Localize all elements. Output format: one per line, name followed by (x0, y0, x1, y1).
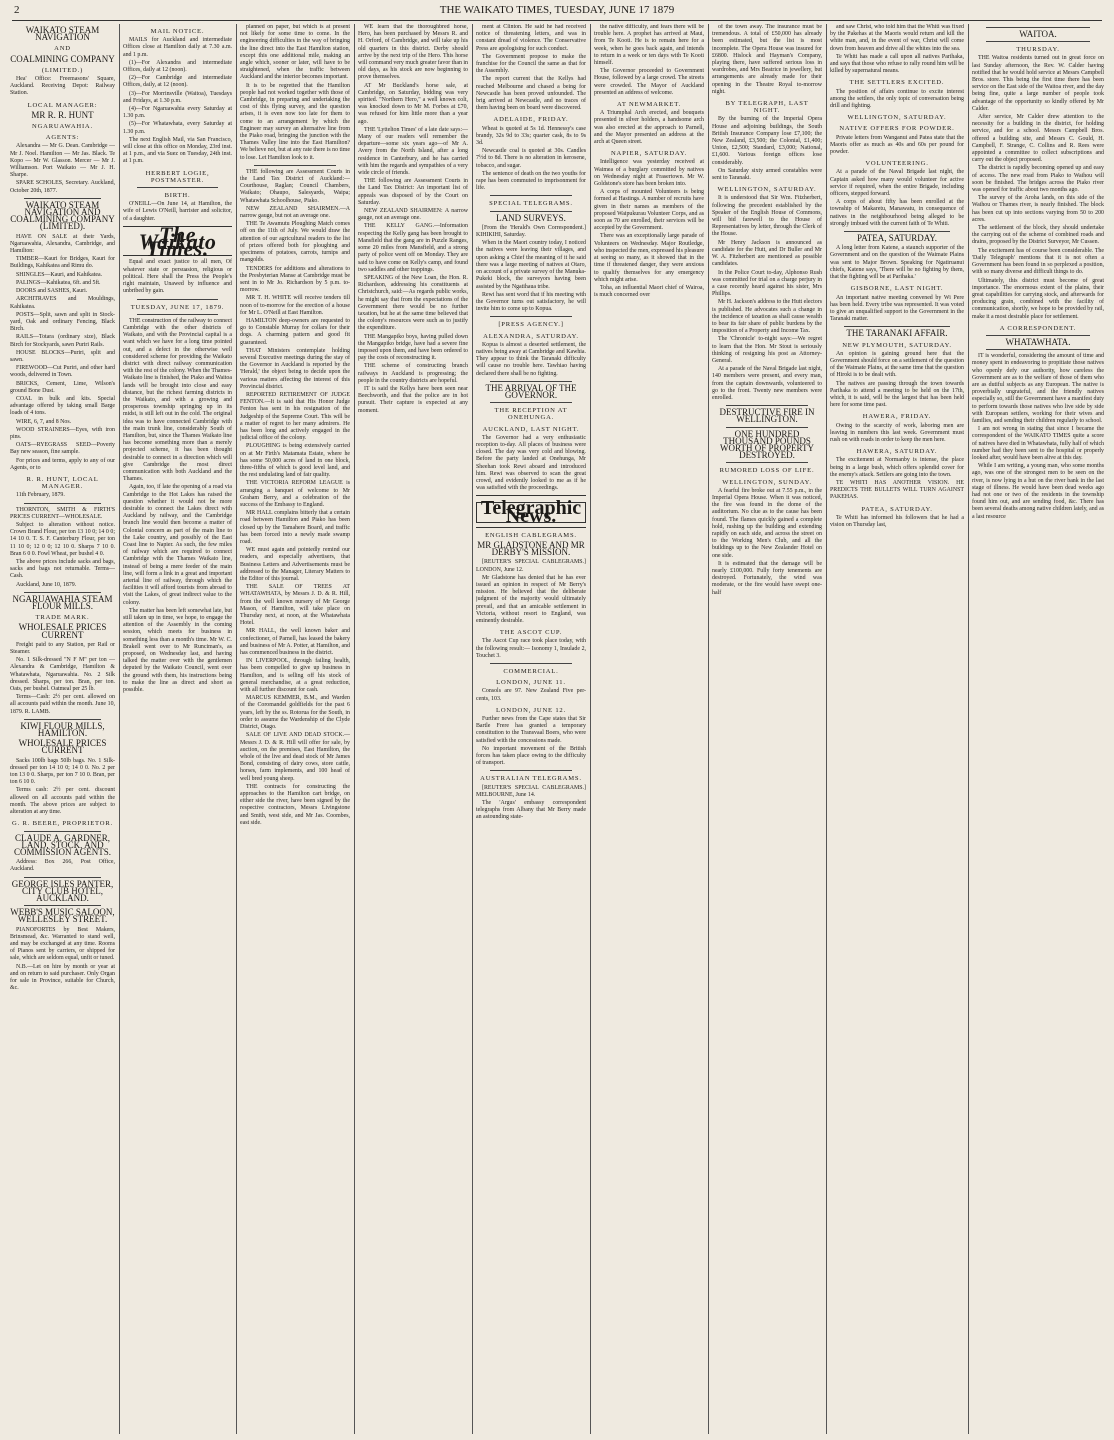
section-heading: BY TELEGRAPH, LAST NIGHT. (725, 100, 809, 115)
article-paragraph: SALE OF LIVE AND DEAD STOCK.—Messrs J. D. & R. Hill will offer for sale, by auction, on the premises, East Hamilton, the whole of the live and dead stock of Mr James Bond, consisting of dairy cows, store cattle, horses, farm implements, and 100 head of well bred young sheep. (240, 732, 350, 782)
headline: MR GLADSTONE AND MR DERBY'S MISSION. (477, 539, 585, 558)
divider (726, 427, 808, 428)
article-paragraph: Auckland, June 10, 1879. (16, 581, 77, 588)
headline: THE ARRIVAL OF THE GOVERNOR. (485, 382, 577, 400)
article-paragraph: Newcastle coal is quoted at 30s. Candles 7½d to 8d. There is no alteration in kerosene, tobacco, and sugar. (476, 148, 586, 169)
section-heading: NEW PLYMOUTH, SATURDAY. (842, 341, 952, 349)
article-paragraph: SHINGLES—Kauri, and Kahikatea. (16, 271, 103, 278)
divider (137, 314, 218, 315)
section-heading: AND (54, 45, 71, 53)
article-paragraph: The Government propose to make the franchise for the Council the same as that for the Assembly. (476, 53, 586, 75)
section-heading: WELLINGTON, SUNDAY. (722, 478, 812, 486)
article-paragraph: (1)—For Alexandra and intermediate Offices, daily at 12 (noon). (123, 59, 232, 74)
column-divider (826, 24, 827, 1434)
article-paragraph: RAILS—Totara (ordinary size), Black Birch for Stockyards, sawn Puriri Rails. (10, 334, 115, 348)
column-2 (123, 24, 232, 1436)
headline: LAND SURVEYS. (496, 212, 566, 223)
article-paragraph: Owing to the scarcity of work, laboring men are leaving in numbers this last week. Government must rush on with roads in order to keep the men here. (830, 422, 964, 443)
divider (490, 663, 572, 664)
article-paragraph: WIRE, 6, 7, and 8 Nos. (16, 418, 72, 425)
section-heading: ADELAIDE, FRIDAY. (493, 116, 569, 124)
article-paragraph: WE learn that the thoroughbred horse, Hero, has been purchased by Messrs R. and H. Orford, of Cambridge, and will take up his old quarters in this district. Derby should arrive by the next trip of the Hero. This horse will command very much greater favor than in old days, as his stock are now beginning to prove themselves. (358, 24, 468, 81)
column-9 (972, 24, 1104, 1436)
article-paragraph: PIANOFORTES by Best Makers, Brinsmead, &c. Warranted to stand well, and may be exchanged at any time. Rooms of Pianos sent by carriers, or shipped for sale, which are seldom equal, unfit or tuned. (10, 926, 115, 962)
article-paragraph: N.B.—Let on hire by month or year at and on return to said purchaser. Only Organ for sale in Province, suitable for Church, &c. (10, 963, 115, 992)
article-paragraph: The Governor had a very enthusiastic reception to-day. All places of business were closed. The day was very cold and blowing. Before the party landed at Onehunga, Mr Sheehan took Rewi aboard and introduced him. Rewi was observed to scan the great crowd, and evidently looked to me as if he was satisfied with the proceedings. (476, 434, 586, 492)
article-paragraph: The district is rapidly becoming opened up and easy of access. The new road from Piako to Waihou will soon be finished. The bridges across the Piako river was opened for traffic about two months ago. (972, 165, 1104, 194)
article-paragraph: Again, too, if late the opening of a road via Cambridge to the Hot Lakes has raised the question whether it would not be more desirable to connect the Lakes direct with Auckland by railway, and the Cambridge branch line would then become a matter of Colonial concern as part of the main line to the Lake country, and possibly of the East Coast line to Napier. As such, the few miles of railway which are required to connect Cambridge with the Thames Waikato line, instead of being a mere feeder of the main line, will form a link in a great and important arterial line of railway, through which the facilities it will afford tourists from abroad to visit the Lakes, of great indirect value to the colony. (123, 484, 232, 606)
article-paragraph: AT Mr Buckland's horse sale, at Cambridge, on Saturday, bidding was very spirited. "Northern Hero," a well known colt, was knocked down to Mr M. Forbes at £70, was refused for him little more than a year ago. (358, 82, 468, 125)
headline: COALMINING COMPANY (10, 53, 115, 64)
divider (844, 326, 950, 327)
column-5 (476, 24, 586, 1436)
article-paragraph: The next English Mail, via San Francisco, will close at this office on Monday, 23rd inst. at 1 p.m., and via Suez on Tuesday, 24th inst. at 1 p.m. (123, 136, 232, 165)
section-heading: BIRTH. (164, 192, 191, 200)
section-heading: LONDON, JUNE 11. (496, 679, 566, 687)
section-heading: LONDON, JUNE 12. (496, 706, 566, 714)
column-1 (10, 24, 115, 1436)
article-paragraph: MAILS for Auckland and intermediate Offices close at Hamilton daily at 7.30 a.m. and 1 p.m. (123, 37, 232, 58)
section-banner: Telegraphic News. (476, 502, 586, 522)
column-3 (240, 24, 350, 1436)
divider (490, 211, 572, 212)
article-paragraph: THE Mangapiko boys, having pulled down the Mangapiko bridge, have had a severe fine imposed upon them, and have been ordered to pay the costs of reconstructing it. (358, 333, 468, 362)
column-divider (236, 24, 237, 1434)
divider (24, 831, 101, 832)
article-paragraph: (5)—For Whatawhata, every Saturday at 1.30 p.m. (123, 121, 232, 135)
article-paragraph: It is estimated that the damage will be nearly £100,000. Fully forty tenements are destroyed. Fortunately, the wind was moderate, or the fire would have swept one-half (712, 560, 822, 596)
article-paragraph: At a parade of the Naval Brigade last night, 140 members were present, and every man, from the captain downwards, volunteered to go to the front. Twenty new members were enrolled. (712, 366, 822, 401)
article-paragraph: REPORTED RETIREMENT OF JUDGE FENTON.—It is said that His Honor Judge Fenton has sent in his resignation of the Judgeship of the Supreme Court. This will be a matter of regret to her many admirers. He has been long and actively engaged in the judicial office of the colony. (240, 391, 350, 442)
article-paragraph: O'NEILL—On June 14, at Hamilton, the wife of Lewis O'Neill, barrister and solicitor, of a daughter. (123, 201, 232, 222)
article-paragraph: of the town away. The insurance must be tremendous. A total of £50,000 has already been estimated, but the list is most incomplete. The Opera House was insured for £6800. Hislock and Hayman's Company, playing there, have suffered serious loss in wardrobes, and Mrs Beatrice in jewellery, but arrangements are already made for their opening in the Theatre Royal to-morrow night. (712, 24, 822, 95)
section-heading: RUMORED LOSS OF LIFE. (719, 467, 815, 475)
divider (254, 165, 336, 166)
article-paragraph: WE must again and pointedly remind our readers, and especially advertisers, that Business Letters and Advertisements must be addressed to the Manager, Literary Matters to the Editor of this journal. (240, 547, 350, 583)
article-paragraph: Toha, an influential Maori chief of Wairoa, is much concerned over (594, 284, 704, 299)
article-paragraph: Mr H. Jackson's address to the Hutt electors is published. He advocates such a change in the incidence of taxation as shall cause wealth to bear its fair share of public burdens by the imposition of a Property and Income Tax. (712, 299, 822, 335)
article-paragraph: A long letter from Katene, a staunch supporter of the Government and on the question of the Waimate Plains was sent to Major Brown. Speaking for Ngatiruanui chiefs, Katene says, 'There will be no fighting by them, that the fighting will be at Parihaka.' (830, 245, 964, 281)
page-header (0, 0, 1114, 20)
divider (137, 299, 218, 300)
column-7 (712, 24, 822, 1436)
article-paragraph: THE following are Assessment Courts in the Land Tax District: An important list of appeals was disposed of by the Court on Saturday. (358, 178, 468, 206)
article-paragraph: (2)—For Cambridge and intermediate Offices, daily, at 12 (noon). (123, 75, 232, 89)
headline: ONE HUNDRED THOUSAND POUNDS WORTH OF PROPERTY DESTROYED. (720, 428, 814, 461)
section-heading: NGARUAWAHIA. (32, 123, 93, 131)
article-paragraph: The natives are passing through the town towards Parihaka to attend a meeting to be held on the 17th, which, it is said, will be the largest that has been held here for some time past. (830, 380, 964, 409)
divider (726, 462, 808, 463)
article-paragraph: MARCUS KEMMER, B.M., and Warden of the Coromandel goldfields for the past 6 years, left by the ss. Rotorua for the South, in order to assume the Wardenship of the Clyde District, Otago. (240, 695, 350, 731)
article-paragraph: The 'Chronicle' to-night says:—We regret to learn that the Hon. Mr Stout is seriously thinking of resigning his post as Attorney-General. (712, 336, 822, 364)
article-paragraph: A corps of mounted Volunteers is being formed at Hastings. A number of recruits have given in their names as members of the proposed Waipukurau Volunteer Corps, and as soon as 70 are enrolled, their services will be accepted by the Government. (594, 189, 704, 232)
article-paragraph: PLOUGHING is being extensively carried on at Mr Firth's Matamata Estate, where he has some 50,000 acres of land in one block, three-fifths of which is good level land, and the rest undulating land of fair quality. (240, 443, 350, 479)
divider (490, 316, 572, 317)
article-paragraph: Consols are 97. New Zealand Five per-cents, 103. (476, 688, 586, 702)
article-paragraph: Address: Box 266, Post Office, Auckland. (10, 859, 115, 873)
article-paragraph: At a parade of the Naval Brigade last night, the Captain asked how many would volunteer for active service if required, when the entire Brigade, including officers, stepped forward. (830, 169, 964, 198)
section-heading: R. R. HUNT, LOCAL MANAGER. (26, 475, 99, 491)
article-paragraph: THE Te Awamutu Ploughing Match comes off on the 11th of July. We would draw the attention of our agricultural readers to the list of prizes offered both for ploughing and specimens of potatoes, carrots, turnips and mangolds. (240, 221, 350, 264)
article-paragraph: It is to be regretted that the Hamilton people had not worked together with those of Cambridge, in preparing and undertaking the cost of this flying survey, and the question arises, it is even now too late for them to come to an arrangement by which the Engineer may survey an alternative line from the Piako road, bringing the junction with the Thames Valley line into the East Hamilton? We believe not, but at any rate there is no time to lose. Let Hamilton look to it. (240, 82, 350, 161)
article-paragraph: There was an exceptionally large parade of Volunteers on Wednesday. Major Routledge, who inspected the men, expressed his pleasure at seeing so many, as it showed that in the time if threatened danger, they were anxious to qualify themselves for any emergency which might arise. (594, 233, 704, 283)
article-paragraph: MR HALL, the well known baker and confectioner, of Parnell, has leased the bakery and business of Mr A. Potter, at Hamilton, and has commenced business in the district. (240, 628, 350, 657)
article-paragraph: Mr Henry Jackson is announced as candidate for the Hutt, and Dr Buller and Mr W. A. Fitzherbert are mentioned as possible candidates. (712, 239, 822, 268)
divider (24, 503, 101, 504)
article-paragraph: The sentence of death on the two youths for rape has been commuted to imprisonment for life. (476, 170, 586, 192)
article-paragraph: [REUTER'S SPECIAL CABLEGRAMS.] MELBOURNE, June 14. (476, 784, 586, 798)
article-paragraph: An important native meeting convened by Wi Pere has been held. Every tribe was represented. It was voted to give an unqualified support to the Government in the Taranaki matter. (830, 294, 964, 323)
article-paragraph: I am not wrong in stating that since I became the correspondent of the WAIKATO TIMES quite a score of natives have died in Whatawhata, fully half of which number had they been sent to the hospital or properly looked after, would have been alive at this day. (972, 426, 1104, 461)
column-divider (119, 24, 120, 1434)
article-paragraph: Alexandra — Mr G. Dean. Cambridge — Mr J. Noel. Hamilton — Mr Jas. Black. Te Kopo — Mr W. Glasson. Mercer — Mr J. Williamson. Port Waikato — Mr J. H. Sharpe. (10, 143, 115, 179)
section-heading: NATIVE OFFERS FOR POWDER. (839, 125, 955, 133)
article-paragraph: THE KELLY GANG.—Information respecting the Kelly gang has been brought to Mansfield that the gang are in Puzzle Ranges, some 20 miles from Mansfield, and a strong party of police went off on Monday. They are said to have come on Kelly's camp, and found two saddles and other trappings. (358, 223, 468, 273)
divider (24, 877, 101, 878)
double-rule (476, 495, 586, 496)
article-paragraph: THE scheme of constructing branch railways in Auckland is progressing; the people in the country districts are hopeful. (358, 363, 468, 384)
article-paragraph: The report current that the Kellys had reached Melbourne and chased a being for Newcastle has been proved unfounded. The brig arrived at Newcastle, and no traces of them having been on board were discovered. (476, 76, 586, 112)
column-divider (354, 24, 355, 1434)
article-paragraph: THAT Ministers contemplate holding several Executive meetings during the stay of the Governor in Auckland is reported by the 'Herald,' the object being to decide upon the various matters affecting the interest of this Provincial district. (240, 347, 350, 390)
column-divider (708, 24, 709, 1434)
article-paragraph: Hea' Office: Freemasons' Square, Auckland. Receiving Depot: Railway Station. (10, 76, 115, 97)
article-paragraph: HAVE ON SALE at their Yards, Ngaruawahia, Alexandra, Cambridge, and Hamilton: (10, 233, 115, 255)
article-paragraph: Mr Gladstone has denied that he has ever issued an opinion in respect of Mr Berry's mission. He believed that the deliberate judgment of the majority would ultimately prevail, and that an amicable settlement in Victoria, without resort to England, was eminently desirable. (476, 574, 586, 625)
section-heading: WELLINGTON, SATURDAY. (717, 186, 817, 194)
article-paragraph: and saw Christ, who told him that the Whiti was fixed by the Pakehas at the Maoris would return and kill the white man, and, in the event of war, Christ will come down from heaven and drive all the whites into the sea. (830, 24, 964, 52)
article-paragraph: ARCHITRAVES and Mouldings, Kahikatea. (10, 296, 115, 310)
article-paragraph: THE construction of the railway to connect Cambridge with the other districts of Waikato, and with the Provincial capital is a want which we have for a long time pointed out, and a defect in the otherwise well considered scheme for providing the Waikato district with direct railway communication with the rest of the colony. When the Thames-Waikato line is finished, the Piako and Waitoa lands will be brought into close and easy distance, but the richest farming districts in the Waikato, and with a growing and prosperous township springing up in its midst, is still left out in the cold. The original idea was to have connected Cambridge with the main trunk line, considerably South of Hamilton, but, since the Thames Waikato line has become something more than a merely projected scheme, it has been thought desirable to connect in a direction which will give Cambridge the most direct communication with both Auckland and the Thames. (123, 317, 232, 483)
section-heading: THE SETTLERS EXCITED. (849, 79, 945, 87)
divider (24, 905, 101, 906)
section-heading: A CORRESPONDENT. (999, 324, 1077, 332)
article-paragraph: Ultimately, this district must become of great importance. The enormous extent of the plains, their great capabilities for carrying stock, and afterwards for producing grain, combined with the facility of communication, shortly, we hope to be provided by rail, make it a most desirable place for settlement. (972, 277, 1104, 320)
article-paragraph: In the Police Court to-day, Alphonso Rush was committed for trial on a charge perjury in a case recently heard against his sister, Mrs Phillips. (712, 269, 822, 298)
article-paragraph: Terms—Cash: 2½ per cent. allowed on all accounts paid within the month. June 10, 1879. R. LAMB. (10, 694, 115, 715)
article-paragraph: IN LIVERPOOL, through failing health, has been compelled to give up business in Hamilton, and is selling off his stock of general merchandise, at a great reduction, with all further discount for cash. (240, 658, 350, 694)
headline: GEORGE ISLES PANTER, CITY CLUB HOTEL, AUCKLAND. (11, 878, 114, 903)
masthead-title: The Waikato Times. (138, 221, 217, 262)
headline: WAITOA. (1019, 29, 1057, 39)
article-paragraph: Terms cash: 2½ per cent. discount allowed on all accounts paid within the month. The above prices are subject to alteration at any time. (10, 787, 115, 816)
article-paragraph: Freight paid to any Station, per Rail or Steamer. (10, 641, 115, 656)
article-paragraph: OATS—RYEGRASS SEED—Poverty Bay new season, fine sample. (10, 442, 115, 456)
article-paragraph: After service, Mr Calder drew attention to the necessity for a building in the district, for holding service, and for a school. Messrs Campbell Bros. offered a building site, and Messrs C. Gould, H. Campbell, F. Strange, C. Collins and R. Rees were appointed a committee to collect subscriptions and carry out the object proposed. (972, 114, 1104, 164)
divider (490, 195, 572, 196)
divider (726, 405, 808, 406)
article-paragraph: The survey of the Aroha lands, on this side of the Waihou or Thames river, is nearly finished. The block has been cut up into sections varying from 50 to 200 acres. (972, 195, 1104, 223)
column-6 (594, 24, 704, 1436)
article-paragraph: Subject to alteration without notice. Crown Brand Flour, per ton 13 10 0; 14 0 0; 14 10 0. T. S. F. Canterbury Flour, per ton 11 10 0; 12 0 0; 12 10 0. Sharps 7 10 0. Bran 6 0 0. Fowl Wheat, per bushel 4 0. (10, 521, 115, 557)
article-paragraph: PALINGS—Kahikatea, 6ft. and 5ft. (16, 279, 101, 286)
article-paragraph: A fearful fire broke out at 7.55 p.m., in the Imperial Opera House. When it was noticed, the fire was found in the dome of the auditorium. No clue as to the cause has been found. The flames quickly gained a complete hold, rushing up the building and extending rapidly on each side, and across the street on to the Working Men's Club, and all the buildings up to the New Zealander Hotel on one side. (712, 487, 822, 559)
headline: WHOLESALE PRICES CURRENT (18, 738, 107, 756)
headline: WHOLESALE PRICES CURRENT (18, 622, 107, 640)
section-heading: SPECIAL TELEGRAMS. (489, 200, 573, 208)
article-paragraph: (4)—For Ngaruawahia every Saturday at 1.30 p.m. (123, 106, 232, 120)
article-paragraph: the native difficulty, and fears there will be trouble here. A prophet has arrived at Maui, from Te Kooti. He is to remain here for a week, when he goes back again, and intends to return in a week or ten days with Te Kooti himself. (594, 24, 704, 67)
divider (986, 349, 1090, 350)
article-paragraph: THE 'Lyttelton Times' of a late date says:—Many of our readers will remember the departure—some six years ago—of Mr A. Avery from the North Island, after a long residence in Canterbury, and he has carried with him the regards and sympathies of a very wide circle of friends. (358, 126, 468, 177)
headline: WAIKATO STEAM NAVIGATION (25, 25, 100, 43)
article-paragraph: SPARE SCHOLES, Secretary. Auckland, October 20th, 1877. (10, 180, 115, 194)
article-paragraph: SPEAKING of the New Loan, the Hon. R. Richardson, addressing his constituents at Christchurch, said:—As regards public works, he might say that from the expectations of the Government there would be no further taxation, but he at the same time believed that the colony's resources were such as to justify the expenditure. (358, 274, 468, 332)
section-heading: MAIL NOTICE. (150, 28, 205, 35)
section-heading: (LIMITED.) (41, 66, 84, 74)
article-paragraph: The above prices include sacks and bags, sacks and bags not returnable. Terms—Cash. (10, 559, 115, 580)
header-rule (12, 20, 1102, 21)
article-paragraph: IT is wonderful, considering the amount of time and money spent in endeavoring to propitiate those natives who openly defy our authority, how careless the Government are as to the welfare of those of them who are as dutiful subjects as any European. The native is proverbially ungrateful, and the friendly natives especially so, still the Government have a manifest duty to perform towards those natives who live side by side with European settlers, working for their wives and families, and sending their children regularly to school. (972, 353, 1104, 424)
article-paragraph: planned on paper, but which is at present not likely for some time to come. In the engineering difficulties in the way of bringing the line direct into the East Hamilton station, except this one additional mile, making an angle which, sooner or later, will have to be straightened, when the traffic between Auckland and the interior becomes important. (240, 24, 350, 81)
article-paragraph: MR HALL complains bitterly that a certain road between Hamilton and Piako has been closed up by the Tamahere Board, and traffic has been forced into a newly made swamp road. (240, 510, 350, 546)
headline: CLAUDE A. GARDNER, LAND, STOCK, AND COMMISSION AGENTS. (13, 832, 111, 857)
article-paragraph: 11th February, 1879. (16, 492, 65, 499)
article-paragraph: A Triumphal Arch erected, and bouquets presented in silver holders, a handsome arch was also erected at the approach to Parnell, and the Mayor presented an address at the arch at Queen street. (594, 110, 704, 146)
section-heading: LOCAL MANAGER: (27, 101, 98, 109)
article-paragraph: FIREWOOD—Cut Puriri, and other hard woods, delivered in Town. (10, 365, 115, 379)
article-paragraph: DOORS and SASHES, Kauri. (16, 288, 88, 295)
section-heading: THE ASCOT CUP. (499, 629, 563, 637)
article-paragraph: Sacks 100lb bags 50lb bags. No. 1 Silk-dressed per ton 14 10 0; 14 0 0. No. 2 per ton 13 0 0. Sharps, per ton 7 10 0. Bran, per ton 6 10 0. (10, 757, 115, 786)
article-paragraph: ment at Clinton. He said he had received notice of threatening letters, and was in constant dread of violence. The Conservative Press are apologising for such conduct. (476, 24, 586, 52)
article-paragraph: While I am writing, a young man, who some months ago, was one of the strongest men to be seen on the river, is now lying in a hut on the river bank in the last stage of illness. He would have been dead weeks ago had not one or two of the residents in the township found him out, and are sending food, &c. There has been several deaths among native children lately, and as a last resource (972, 463, 1104, 520)
column-4 (358, 24, 468, 1436)
column-divider (472, 24, 473, 1434)
section-heading: THURSDAY. (1016, 46, 1060, 54)
article-paragraph: TENDERS for additions and alterations to the Presbyterian Manse at Cambridge must be sent in to Mr Jo. Richardson by 5 p.m. to-morrow. (240, 265, 350, 294)
section-heading: VOLUNTEERING. (865, 160, 929, 168)
article-paragraph: [REUTER'S SPECIAL CABLEGRAMS.] LONDON, June 12. (476, 559, 586, 573)
article-paragraph: An opinion is gaining ground here that the Government should force on a settlement of the question of the Waimate Plains, at the same time that the question of Hiroki is to be dealt with. (830, 350, 964, 379)
article-paragraph: THE VICTORIA REFORM LEAGUE is arranging a banquet of welcome to Mr Graham Berry, and a celebration of the success of the Embassy to England. (240, 480, 350, 508)
section-heading: AUSTRALIAN TELEGRAMS. (480, 775, 582, 783)
article-paragraph: A corps of about fifty has been enrolled at the township of Makaretu, Manawatu, in consequence of natives in the neighbourhood being alleged to be strongly imbued with the current faith of Te Whiti. (830, 199, 964, 227)
article-paragraph: Rewi has sent word that if his meeting with the Governor turns out satisfactory, he will invite him to come up to Kopua. (476, 291, 586, 313)
section-heading: TUESDAY, JUNE 17, 1879. (130, 303, 225, 311)
column-divider (590, 24, 591, 1434)
article-paragraph: MR T. H. WHITE will receive tenders till noon of to-morrow for the erection of a house for Mr L. O'Neill at East Hamilton. (240, 295, 350, 316)
article-paragraph: (3)—For Morrinsville (Waitoa), Tuesdays and Fridays, at 1.30 p.m. (123, 90, 232, 104)
article-paragraph: HAMILTON deep-owners are requested to go to Constable Murray for collars for their dogs. A charming pattern and good fit guaranteed. (240, 317, 350, 346)
article-paragraph: POSTS—Split, sawn and split in Stock-yard, Oak and ordinary Fencing, Black Birch. (10, 311, 115, 333)
article-paragraph: The position of affairs continue to excite interest among the settlers, the only topic of conversation being drill and fighting. (830, 88, 964, 110)
article-paragraph: THORNTON, SMITH & FIRTH'S PRICES CURRENT—WHOLESALE. (10, 506, 115, 520)
headline: WEBB'S MUSIC SALOON, WELLESLEY STREET. (10, 907, 115, 925)
headline: THE TARANAKI AFFAIR. (846, 328, 948, 339)
section-heading: HAWERA, SATURDAY. (856, 448, 938, 456)
article-paragraph: NEW ZEALAND SHAIRMEN.—A narrow gauge, but not an average one. (240, 205, 350, 220)
article-paragraph: The 'Argus' embassy correspondent telegraphs from Albany that Mr Berry made an astounding state- (476, 800, 586, 821)
article-paragraph: BRICKS, Cement, Lime, Wilson's ground Bone Dust. (10, 380, 115, 394)
section-heading: ENGLISH CABLEGRAMS. (485, 531, 577, 539)
divider (24, 719, 101, 720)
article-paragraph: Intelligence was yesterday received at Waimea of a burglary committed by natives on Wednesday night at Frasertown. Mr W. Goldstone's store has been broken into. (594, 159, 704, 188)
article-paragraph: [From the 'Herald's Own Correspondent.] KIHIKIHI, Saturday. (476, 224, 586, 239)
section-heading: HAWERA, FRIDAY. (862, 413, 932, 421)
article-paragraph: For prices and terms, apply to any of our Agents, or to (10, 457, 115, 471)
divider (844, 231, 950, 232)
article-paragraph: THE SALE OF TREES AT WHATAWHATA, by Messrs J. D. & R. Hill, from the well known nursery of Mr George Mason, of Hamilton, will take place on Thursday next, at noon, at the Whatawhata Hotel. (240, 584, 350, 627)
section-heading: TRADE MARK. (35, 614, 90, 622)
headline: MR R. R. HUNT (31, 109, 94, 120)
divider (24, 592, 101, 593)
article-paragraph: HOUSE BLOCKS—Puriri, split and sawn. (10, 349, 115, 363)
section-heading: AUCKLAND, LAST NIGHT. (482, 425, 580, 433)
section-heading: PATEA, SATURDAY. (861, 505, 933, 513)
section-heading: NAPIER, SATURDAY. (610, 150, 688, 158)
section-heading: WELLINGTON, SATURDAY. (847, 114, 947, 122)
double-rule (476, 527, 586, 528)
article-paragraph: WOOD STRAINERS—Eyes, with iron pins. (10, 426, 115, 440)
article-paragraph: The Ascot Cup race took place today, with the following result:— Isonomy 1, Insulade 2, Touchet 3. (476, 638, 586, 659)
divider (986, 335, 1090, 336)
article-paragraph: COAL in bulk and kits. Special advantage offered by taking small Barge loads of 4 tons. (10, 395, 115, 417)
section-heading: [PRESS AGENCY.] (498, 321, 564, 329)
article-paragraph: Private letters from Wanganui and Patea state that the Maoris offer as much as 40s and 60s per pound for powder. (830, 134, 964, 156)
article-paragraph: On Saturday sixty armed constables were sent to Taranaki. (712, 167, 822, 182)
article-paragraph: The matter has been left somewhat late, but still taken up in time, we hope, to engage the attention of the Assembly in the coming session, which meets for business in something less than a month's time. Mr W. C. Brakell went over to Mr Runciman's, as proposed, on Wednesday last, and having talked the matter over with the gentlemen deputed by the Waikato Council, went over the ground with them, his instructions being to make the line as direct and short as possible. (123, 607, 232, 694)
headline: WAIKATO STEAM NAVIGATION AND COALMINING COMPANY (LIMITED). (10, 199, 115, 232)
headline: KIWI FLOUR MILLS, HAMILTON. (20, 720, 105, 739)
section-heading: G. R. BEERE, PROPRIETOR. (12, 820, 113, 828)
divider (986, 41, 1090, 42)
article-paragraph: The Governor proceeded to Government House, followed by a large crowd. The streets were crowded. The Mayor of Auckland presented an address of welcome. (594, 68, 704, 96)
section-heading: HERBERT LOGIE, POSTMASTER. (145, 169, 210, 184)
article-paragraph: NEW ZEALAND SHAIRMEN: A narrow gauge, not an average one. (358, 208, 468, 222)
section-heading: COMMERCIAL. (503, 668, 559, 676)
article-paragraph: No important movement of the British forces has taken place owing to the difficulty of transport. (476, 745, 586, 767)
divider (490, 402, 572, 403)
headline: NGARUAWAHIA STEAM FLOUR MILLS. (12, 593, 113, 612)
article-paragraph: IT is said the Kellys have been seen near Beechworth, and that the police are in hot pursuit. Their capture is expected at any moment. (358, 385, 468, 414)
newspaper-title-header: THE WAIKATO TIMES, TUESDAY, JUNE 17 1879 (439, 4, 675, 16)
article-paragraph: THE following are Assessment Courts in the Land Tax District of Auckland:—Courthouse, Raglan; Council Chambers, Waikato; Ohaupo, Salesyards, Waipa; Whatawhata Schoolhouse, Piako. (240, 168, 350, 204)
headline: WHATAWHATA. (1005, 336, 1071, 347)
divider (24, 198, 101, 199)
article-paragraph: Wheat is quoted at 5s 1d. Hennessy's case brandy, 32s 9d to 33s; quarter cask, 8s to 9s 3d. (476, 125, 586, 147)
article-paragraph: It is understood that Sir Wm. Fitzherbert, following the precedent established by the Speaker of the English House of Commons, will bid farewell to the House of Representatives by letter, through the Clerk of the House. (712, 195, 822, 238)
column-8 (830, 24, 964, 1436)
article-paragraph: The excitement at Normanby is intense, the place being in a large bush, which offers splendid cover for the enemy's attack. Settlers are going into the town. (830, 457, 964, 478)
article-paragraph: Te Whiti has informed his followers that he had a vision on Thursday last, (830, 514, 964, 528)
column-divider (968, 24, 969, 1434)
section-heading: THE RECEPTION AT ONEHUNGA. (494, 407, 568, 422)
article-paragraph: Kopua is almost a deserted settlement, the natives being away at Cambridge and Kawhia. They appear to think the Taranaki difficulty will cause no trouble here. Tawhiao having declared there shall be no fighting. (476, 341, 586, 377)
page-number: 2 (14, 4, 20, 16)
section-heading: AGENTS: (45, 134, 80, 142)
divider (137, 187, 218, 188)
article-paragraph: THE Waitoa residents turned out in great force on last Sunday afternoon, the Rev. W. Calder having notified that he would hold service at Messrs Campbell Bros. store. This being the first time there has been service on the East side of the Waitoa river, and the day being fine, quite a large number of people took advantage of the opportunity so kindly offered by Mr Calder. (972, 55, 1104, 112)
article-paragraph: TE WHITI HAS ANOTHER VISION. HE PREDICTS THE BULLETS WILL TURN AGAINST PAKEHAS. (830, 479, 964, 501)
article-paragraph: No. 1 Silk-dressed "N F M" per ton — Alexandra & Cambridge, Hamilton & Whatawhata, Ngaruawahia. No. 2 Silk dressed. Sharps, per ton. Bran, per ton. Oats, per bushel. Oatmeal per 25 lb. (10, 657, 115, 693)
article-paragraph: Further news from the Cape states that Sir Bartle Frere has granted a temporary constitution to the Transvaal Boers, who were satisfied with the concessions made. (476, 716, 586, 744)
section-heading: ALEXANDRA, SATURDAY. (483, 332, 579, 340)
article-paragraph: Equal and exact justice to all men, Of whatever state or persuasion, religious or political. Here shall the Press the People's right maintain, Unawed by influence and unbribed by gain. (123, 259, 232, 295)
section-heading: AT NEWMARKET. (617, 101, 681, 109)
article-paragraph: The excitement has of course been considerable. The 'Daily Telegraph' mentions that it is not often a Government has been found in so perplexed a position, with so many diverse and difficult things to do. (972, 247, 1104, 276)
section-heading: GISBORNE, LAST NIGHT. (850, 285, 944, 293)
article-paragraph: The settlement of the block, they should undertake the carrying out of the scheme of combined roads and drains, proposed by the District Surveyor, Mr Cussen. (972, 225, 1104, 246)
headline: PATEA, SATURDAY. (857, 233, 937, 244)
article-paragraph: When in the Maori country today, I noticed the natives were leaving their villages, and upon asking a Chief the meaning of it he said there was a large meeting of natives at Otaro, on account of a private survey of the Manuka-Pukeki block, the surveyors having been assisted by the Ngatihaua tribe. (476, 240, 586, 290)
article-paragraph: Te Whiti has made a call upon all natives Parihaka, and says that those who refuse to rally round him will be killed by supernatural means. (830, 53, 964, 75)
divider (490, 770, 572, 771)
article-paragraph: TIMBER—Kauri for Bridges, Kauri for Buildings, Kahikatea and Rimu do. (10, 256, 115, 270)
headline: DESTRUCTIVE FIRE IN WELLINGTON. (719, 407, 815, 425)
divider (490, 381, 572, 382)
article-paragraph: THE contracts for constructing the approaches to the Hamilton cart bridge, on either side the river, have been signed by the respective contractors, Messrs Livingstone and Smith, west side, and Mr Jas. Coombes, east side. (240, 783, 350, 826)
divider (986, 27, 1090, 28)
article-paragraph: By the burning of the Imperial Opera House and adjoining buildings, the South British Insurance Company lose £7,100; the New Zealand, £3,500; the Colonial, £1,400; Union, £2,500; Standard, £3,000; National, £1,600. Various foreign offices lose considerably. (712, 116, 822, 166)
